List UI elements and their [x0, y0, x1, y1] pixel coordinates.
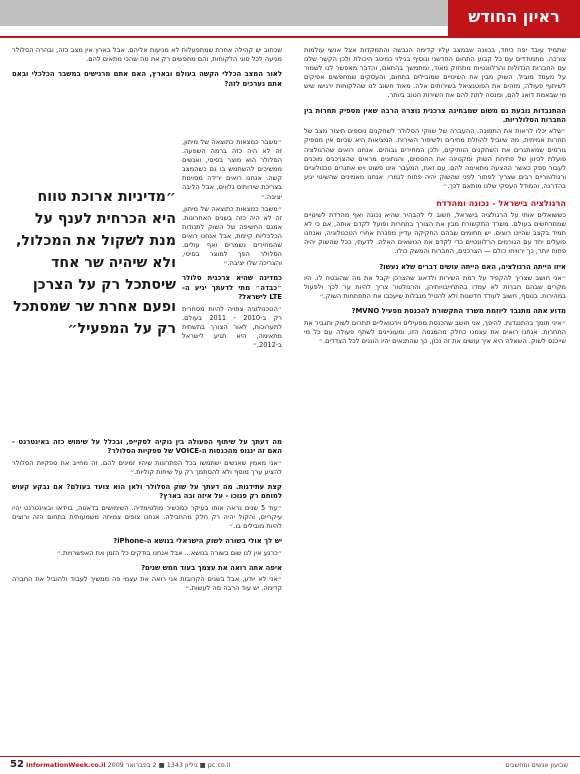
question-heading: לאור המצב הכללי הקשה בעולם ובארץ, האם אתם מרגישים במשבר הכלכלי ובאם אתם נערכים לזה?	[12, 70, 282, 88]
paragraph: ״כרגע אין לנו שום בשורה בנושא... אבל אנחנו בודקים כל הזמן את האפשרויות.״	[56, 548, 282, 557]
paragraph: ״איני תומך בהתנגדות. להיפך, אני חושב שהכנסת מפעילים וירטואליים תתרום לשוק ותגביר את התחרות. אנחנו רואים את עצמנו כחלק מהמגמה הזו, ומעוניינים לשתף פעולה עם כל מי שייכנס לשוק. השאלה היא איך עושים את זה נכון, כך שהתנאים יהיו הוגנים לכל הצדדים.״	[304, 318, 566, 345]
paragraph: ״אני לא יודע, אבל בשנים הקרובות אני רואה את עצמי פה ממשיך לעבוד ולהוביל את החברה קדימה. יש עוד הרבה מה לעשות.״	[12, 575, 282, 593]
paragraph: ״משבר כמצאות כתוצאה של מיתון, זה לא היה כזה ברמה השפעה. הסלולר הוא מוצר בסיסי, ואנשים ממשיכים להשתמש בו גם כשהמצב קשה. אנחנו רואים ירידה מסוימת בצריכת שירותים נלווים, אבל הליבה יציבה.״	[182, 138, 282, 201]
paragraph: ״אני חושב שצריך להקפיד על רמת השירות ולדאוג שהצרכן יקבל את מה שהובטח לו. היו מקרים שבהם חברות לא עמדו בהתחייבויותיהן, והרגולטור צריך להיות ער לכך ולפעול במהירות. בנוסף, חשוב לעודד חדשנות ולא להטיל מגבלות שיעכבו את התפתחות השוק.״	[304, 273, 566, 301]
article-column-left-top	[12, 46, 282, 91]
header-rule	[0, 36, 580, 38]
paragraph: כששואלים אותי על הרגולציה בישראל, חשוב לי להבהיר שהיא נכונה ואף מהדדת לשינויים שמתרחשים בעולם. משרד התקשורת מבין את הצורך בתחרות ופועל לקדם אותה, אם כי לא תמיד בקצב שהיינו רוצים. יש תחומים שבהם החקיקה עדיין מפגרת אחרי הטכנולוגיה, ואנחנו פועלים יחד עם הגורמים הרלוונטיים כדי לקדם את הנושאים האלה. לדעתי, ככל שהשוק יהיה פתוח יותר, כך ירוויחו כולם — הצרכנים, החברות והמשק כולו.	[304, 211, 566, 256]
article-column-left-bottom	[12, 432, 282, 596]
footer-publication: שבועון אנשים ומחשבים	[505, 761, 568, 769]
section-title-badge: ראיון החודש	[448, 0, 580, 36]
pull-quote: ״מדיניות ארוכת טווח היא הכרחית לענף על מנת לשקול את המכלול, ולא שיהיה שר אחד שיסתכל רק על הצרכן ופעם אחרת שר שמסתכל רק על המפעיל״	[13, 189, 176, 337]
footer-brand: InformationWeek.co.il	[26, 761, 106, 769]
paragraph: ״עוד 5 שנים נראה אותו בעיקר כמכשיר מולטימדיה. השימושים בדאטה, בוידאו ובאינטרנט יהיו עיקריים, והקול יהיה רק חלק מהחבילה. אנחנו צופים צמיחה משמעותית בתחום הזה ורוצים להיות מובילים בו.״	[12, 503, 282, 530]
paragraph: ״אני מאמין שאנשים ישתמשו בכל הפתרונות שיהיו זמינים להם. זה מחייב את ספקיות הסלולר להציע ערך מוסף ולא להסתמך רק על שיחות קוליות.״	[12, 458, 282, 476]
footer-issue: גיליון 1343 ■ 2 בפברואר 2009 ■ pc.co.il	[107, 761, 231, 769]
question-heading: איזו הייתה הרגולציה, האם הייתה עושים דברים שלא נעשו?	[379, 262, 566, 271]
narrow-column	[182, 138, 282, 353]
page-number: 52	[10, 759, 24, 770]
article-column-right	[304, 46, 566, 349]
paragraph: ״משבר כמצאות כתוצאה של מיתון, זה לא היה כזה בשנים האחרונות. אמנם החשיפה של השוק לתנודות הכלכליות קיימת, אבל אנחנו רואים שהמחירים נשמרים ואף עולים. הסלולר הפך למוצר בסיסי, והצריכה שלו יציבה.״	[182, 204, 282, 268]
footer-website	[26, 761, 230, 769]
question-heading: יש לך אולי בשורה לשוק הישראלי בנושא ה-iPhone?	[113, 537, 282, 546]
page-footer	[0, 756, 580, 774]
question-heading: קצת עתידנות. מה דעתך על שוק הסלולר ולאן הוא צועד בעולם? אם נבקע קעוש למוחם רק פנוכו - על איזה ובה בארץ?	[12, 483, 282, 501]
subheading: ההתנבדות נובעת גם משום שמבחינה צרכנית נוצרה הרבה שאין מספיק תחרות בין החברות הסלולריות.	[304, 106, 566, 124]
question-heading: מדוע אתה מתנבד ליוזמת משרד התקשורת להכנסת מפעיל MVNO?	[351, 307, 566, 316]
question-heading: איפה אתה רואה את עצמך בעוד חמש שנים?	[141, 563, 282, 572]
section-heading: הרגולציה בישראל - נכונה ומהדדת	[436, 198, 566, 209]
question-heading: מה דעתך על שיתוף הפעולה בין נוקיה לסקייפ, ובכלל על שימוש כזה באינטרנט - האם זה ינגוס מהכנסות ה-VOICE של ספקיות הסלולר?	[12, 438, 282, 456]
paragraph: ״שלא יכלו לראות את התמונה. ההעברה של שווקי הסלולר לשחקנים נוספים תיצור מצב של תחרות אמיתית, מה שיוביל להוזלת מחירים ולשיפור השירות. המציאות היא שכיום אין מספיק גורמים שמאתגרים את השחקנים הוותיקים, ולכן המחירים גבוהים. אנחנו רואים שהרגולציה פועלת לכיוון של פתיחת השוק ומקטינה את החסמים, והנתונים מראים שהצרכנים מוכנים לעבור ספק כאשר ההצעה מתאימה להם. עם זאת, המעבר אינו פשוט ויש אתגרים טכנולוגיים ורגולטוריים רבים שצריך לפתור לפני שהשוק יהיה פתוח לגמרי. אנחנו מאמינים שהשינוי יגיע בהדרגה, והמודל העסקי שלנו מותאם לכך.״	[304, 127, 566, 190]
question-heading: כמדינה שהיא צרכנית סלולר ״כבדה״ מתי לדעתך יגיע ה-LTE לישראל?	[182, 274, 282, 302]
paragraph: ״הטכנולוגיה צפויה להיות מסחרית רק ב-2010 - 2011 בעולם. לתערוכות, לאור הצורך בתשתית מתאימה, היא תגיע לישראל ב-2012.״	[182, 304, 283, 349]
paragraph: שתמיד עובד יפה כיחד, בכוונה שבמצב עליו קדימה הגבשה והתמקדות אצל אנשי עולמות צורכה. מתמודדים עם כל קבוע התחום החדשני ונוסיף בגילוי כמיטב היכולת ולכן הקשר שלנו עם החברות הגדולות והרלוונטיות מתחזק מאוד, ומתמשך בהתאם, והדבר מאפשר לנו לשמור על מעמד מוביל. השוק מבין את השינויים שמובילים בתחום, והעסקים שמחפשים אפיקים לשיתוף פעולה, מזהים את הפוטנציאל בשירותים אלה. מאוד חשוב לנו שהלקוחות ירגישו שיש מי שבאמת דואג להם, ומנסה לתת להם את השירות הטוב ביותר.	[304, 46, 566, 100]
paragraph: שכתוב יש קהילה אחרת שמתפעלות לא מגיעות אליהם. אבל בארץ אין מצב כזה, ובהרה הסלולר מגיעה לכל סוגי הלקוחות, והם מחפשים רק את מה שהכי מתאים להם.	[12, 46, 282, 64]
